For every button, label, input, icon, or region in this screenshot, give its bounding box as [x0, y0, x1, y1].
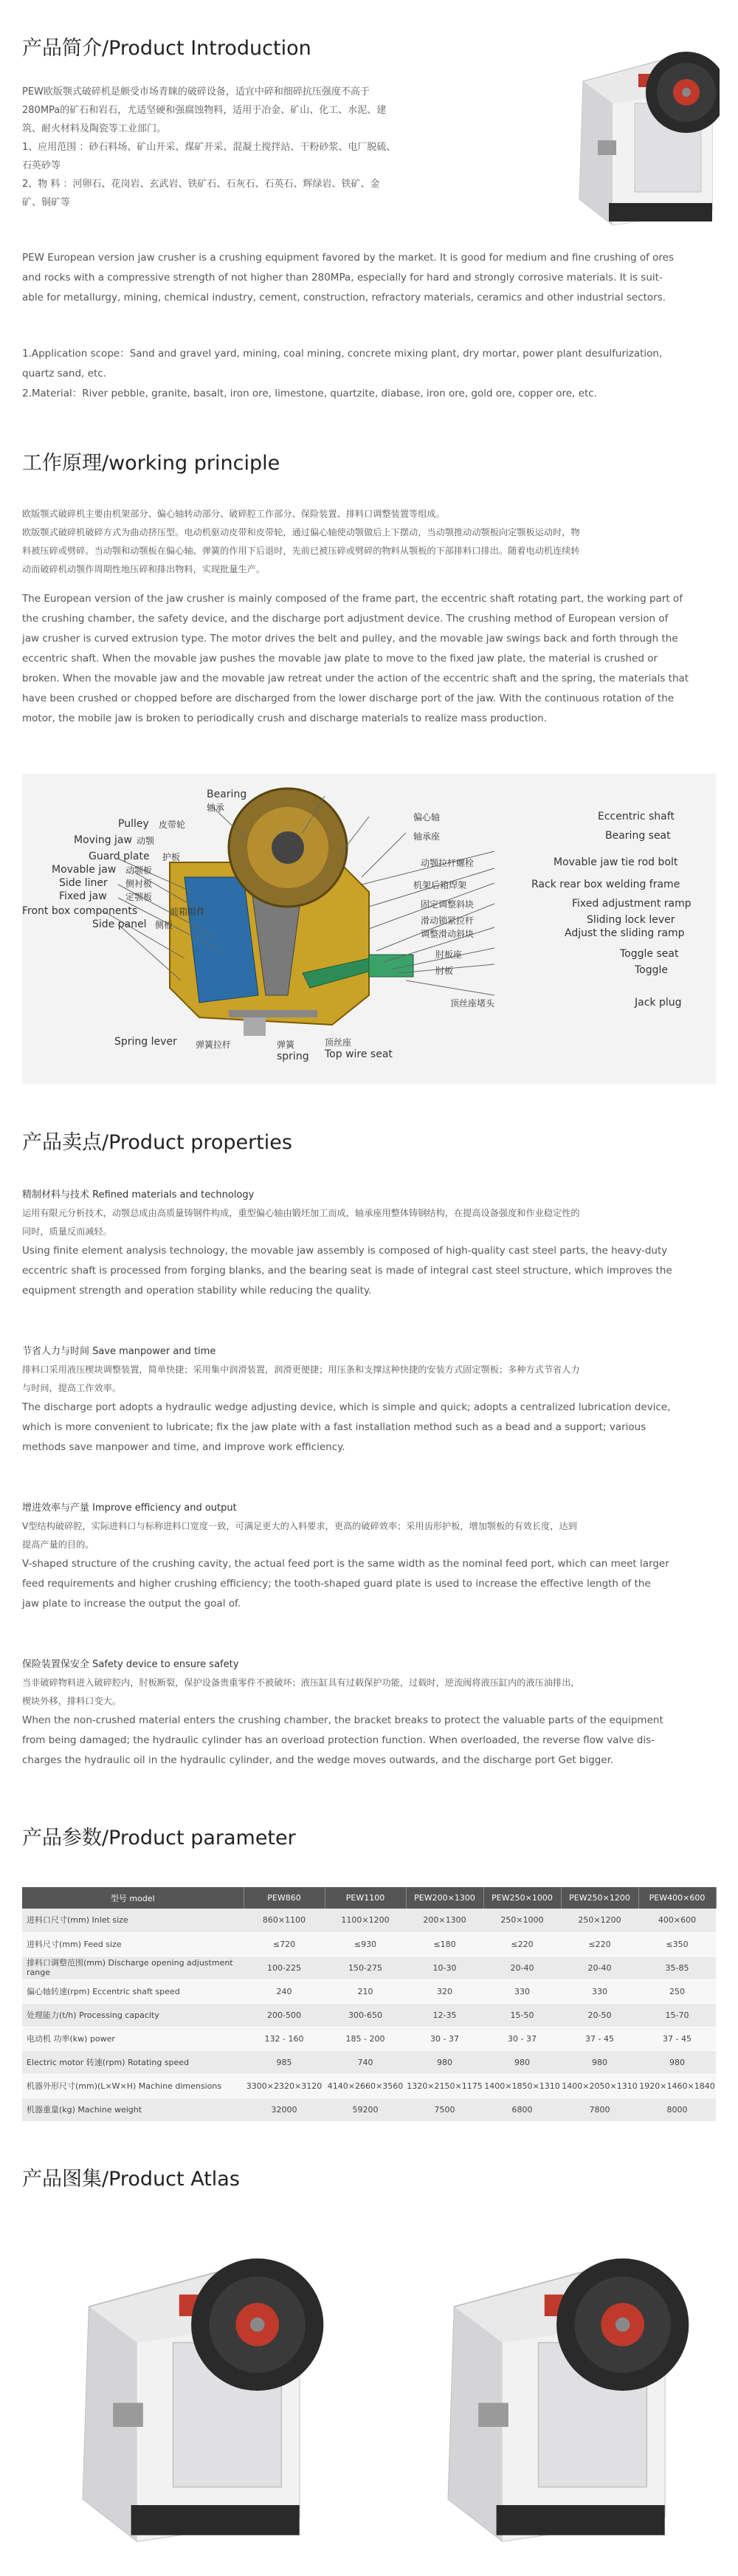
intro-cn-line: 石英砂等 [22, 160, 61, 171]
table-cell: 740 [325, 2050, 406, 2074]
table-cell: 985 [244, 2050, 325, 2074]
label-bearing-cn: 轴承 [207, 803, 225, 813]
table-row [22, 2050, 716, 2074]
table-cell: 250×1000 [483, 1909, 561, 1932]
intro-cn-line: 2、物 料 ：河卵石、花岗岩、玄武岩、铁矿石、石灰石、石英石、辉绿岩、铁矿、金 [22, 179, 380, 190]
label-rear-box-cn: 机架后箱焊架 [413, 880, 467, 890]
intro-cn-line: 矿、铜矿等 [22, 197, 71, 208]
property-item [22, 1342, 716, 1457]
label-movable-jaw-cn: 动颚板 [125, 865, 153, 876]
property-en-line: feed requirements and higher crushing efficiency; the tooth-shaped guard plate is used to increase the effective length of the [22, 1578, 651, 1590]
table-header-cell: PEW860 [244, 1887, 325, 1909]
property-heading: 保险装置保安全 Safety device to ensure safety [22, 1659, 239, 1670]
table-cell: 1400×2050×1310 [561, 2074, 638, 2098]
table-cell: 32000 [244, 2098, 325, 2121]
label-adjust-ramp-cn: 调整滑动斜块 [421, 929, 475, 939]
table-header-cell: PEW1100 [325, 1887, 406, 1909]
table-cell: 330 [483, 1979, 561, 2003]
intro-en-app-line: 1.Application scope：Sand and gravel yard, mining, coal mining, concrete mixing plant, dry mortar, power plant desulfurization, [22, 348, 663, 360]
table-cell: 250 [638, 1979, 716, 2003]
property-en-line: equipment strength and operation stability while reducing the quality. [22, 1285, 372, 1296]
properties-section [22, 1128, 716, 1158]
intro-en-line: PEW European version jaw crusher is a crushing equipment favored by the market. It is good for medium and fine crushing of ores [22, 252, 675, 264]
principle-en-line: have been crushed or chopped before are discharged from the lower discharge port of the jaw. With the continuous rotation of the [22, 693, 675, 704]
table-cell: 35-85 [638, 1956, 716, 1979]
label-sliding-lock: Sliding lock lever [587, 914, 675, 926]
label-toggle-cn: 肘板 [435, 966, 454, 976]
label-adjust-ramp: Adjust the sliding ramp [565, 927, 685, 939]
table-row-label: 进料口尺寸(mm) Inlet size [22, 1909, 244, 1932]
label-spring-lever-cn: 弹簧拉杆 [196, 1040, 232, 1050]
label-spring: spring [277, 1051, 309, 1062]
label-top-wire-seat: Top wire seat [325, 1048, 393, 1060]
principle-cn-line: 欧版颚式破碎机破碎方式为曲动挤压型。电动机驱动皮带和皮带轮，通过偏心轴使动颚做后上下摆动，当动颚推动动颚板向定颚板运动时，物 [22, 527, 580, 537]
label-pulley-cn: 皮带轮 [159, 820, 186, 830]
property-item [22, 1499, 716, 1614]
table-row [22, 2074, 716, 2098]
principle-cn-line: 欧版颚式破碎机主要由机架部分、偏心轴转动部分、破碎腔工作部分、保险装置、排料口调整装置等组成。 [22, 509, 445, 519]
label-spring-lever: Spring lever [114, 1036, 177, 1048]
property-cn-line: 同时，质量反而减轻。 [22, 1226, 112, 1237]
table-cell: 15-70 [638, 2003, 716, 2027]
label-front-box: Front box components [22, 905, 138, 917]
table-header-cell: PEW250×1000 [483, 1887, 561, 1909]
table-cell: 20-40 [561, 1956, 638, 1979]
table-row-label: 机器外形尺寸(mm)(L×W×H) Machine dimensions [22, 2074, 244, 2098]
table-row [22, 2027, 716, 2050]
table-row [22, 2003, 716, 2027]
table-row [22, 2098, 716, 2121]
table-row-label: 排料口调整范围(mm) Discharge opening adjustment range [22, 1956, 244, 1979]
property-en-line: The discharge port adopts a hydraulic wedge adjusting device, which is simple and quick; adopts a centralized lubrication device, [22, 1401, 671, 1413]
table-cell: 100-225 [244, 1956, 325, 1979]
table-cell: 1920×1460×1840 [638, 2074, 716, 2098]
intro-cn-block [22, 83, 509, 212]
label-side-panel-cn: 侧板 [155, 920, 173, 930]
table-cell: 980 [638, 2050, 716, 2074]
property-en-line: which is more convenient to lubricate; fix the jaw plate with a fast installation method such as a bead and a support; various [22, 1421, 646, 1433]
table-cell: ≤720 [244, 1932, 325, 1956]
label-eccentric-shaft: Eccentric shaft [598, 811, 675, 822]
table-cell: 7800 [561, 2098, 638, 2121]
table-row [22, 1909, 716, 1932]
parameter-section [22, 1824, 716, 1853]
label-moving-jaw-cn: 动颚 [137, 836, 155, 846]
property-item [22, 1655, 716, 1770]
table-cell: 30 - 37 [406, 2027, 483, 2050]
label-movable-jaw: Movable jaw [52, 864, 117, 876]
label-guard-plate: Guard plate [89, 851, 150, 862]
label-fixed-jaw: Fixed jaw [59, 890, 107, 902]
intro-en-block [22, 248, 716, 308]
intro-en-app-line: quartz sand, etc. [22, 368, 106, 379]
label-rear-box: Rack rear box welding frame [531, 879, 680, 890]
label-bearing-seat: Bearing seat [605, 830, 671, 842]
intro-cn-line: PEW欧版颚式破碎机是颇受市场青睐的破碎设备，适宜中碎和细碎抗压强度不高于 [22, 86, 370, 97]
intro-title: 产品简介/Product Introduction [22, 37, 311, 60]
property-heading: 精制材料与技术 Refined materials and technology [22, 1189, 255, 1201]
property-cn-line: 楔块外移，排料口变大。 [22, 1696, 122, 1706]
table-cell: 30 - 37 [483, 2027, 561, 2050]
table-cell: 240 [244, 1979, 325, 2003]
intro-en-line: and rocks with a compressive strength of not higher than 280MPa, especially for hard and strongly corrosive materials. It is suit- [22, 272, 663, 284]
table-cell: 320 [406, 1979, 483, 2003]
table-row-label: 进料尺寸(mm) Feed size [22, 1932, 244, 1956]
property-cn-line: 运用有限元分析技术，动颚总成由高质量铸钢件构成，重型偏心轴由锻坯加工而成，轴承座用整体铸钢结构，在提高设备强度和作业稳定性的 [22, 1208, 580, 1218]
table-header-row [22, 1887, 716, 1909]
table-row [22, 1956, 716, 1979]
property-en-line: Using finite element analysis technology, the movable jaw assembly is composed of high-quality cast steel parts, the heavy-duty [22, 1245, 668, 1257]
property-en-line: V-shaped structure of the crushing cavity, the actual feed port is the same width as the nominal feed port, which can meet larger [22, 1558, 669, 1570]
table-cell: 1320×2150×1175 [406, 2074, 483, 2098]
intro-en-app-block [22, 344, 716, 404]
property-cn-line: 排料口采用液压楔块调整装置，简单快捷；采用集中润滑装置，润滑更便捷；用压条和支撑这种快捷的安装方式固定颚板；多种方式节省人力 [22, 1364, 580, 1375]
table-cell: 200-500 [244, 2003, 325, 2027]
intro-cn-line: 1、应用范围 ：砂石料场、矿山开采、煤矿开采、混凝土搅拌站、干粉砂浆、电厂脱硫、 [22, 142, 396, 153]
table-cell: ≤930 [325, 1932, 406, 1956]
table-cell: 150-275 [325, 1956, 406, 1979]
label-sliding-lock-cn: 滑动锁紧拉杆 [421, 916, 475, 926]
label-guard-plate-cn: 护板 [162, 852, 181, 862]
table-row [22, 1932, 716, 1956]
table-cell: 400×600 [638, 1909, 716, 1932]
table-header-cell: PEW250×1200 [561, 1887, 638, 1909]
property-heading: 增进效率与产量 Improve efficiency and output [22, 1502, 237, 1514]
table-cell: 3300×2320×3120 [244, 2074, 325, 2098]
label-front-box-cn: 前箱组件 [170, 907, 206, 917]
property-cn-line: 提高产量的目的。 [22, 1539, 94, 1550]
principle-en-block [22, 589, 716, 729]
intro-en-app-line: 2.Material：River pebble, granite, basalt, iron ore, limestone, quartzite, diabase, iron ore, gold ore, copper ore, etc. [22, 388, 597, 399]
label-jack-plug-cn: 顶丝座堵头 [450, 998, 495, 1009]
table-cell: 980 [483, 2050, 561, 2074]
table-cell: 4140×2660×3560 [325, 2074, 406, 2098]
label-tie-rod: Movable jaw tie rod bolt [554, 856, 678, 868]
property-cn-line: 与时间，提高工作效率。 [22, 1383, 122, 1393]
principle-en-line: broken. When the movable jaw and the movable jaw retreat under the action of the eccentric shaft and the spring, the materials that [22, 673, 689, 684]
table-cell: ≤350 [638, 1932, 716, 1956]
property-en-line: eccentric shaft is processed from forging blanks, and the bearing seat is made of integral cast steel structure, which improves the [22, 1265, 672, 1277]
intro-en-line: able for metallurgy, mining, chemical industry, cement, construction, refractory materials, ceramics and other industrial sectors. [22, 292, 666, 303]
table-cell: 37 - 45 [561, 2027, 638, 2050]
property-cn-line: 当非破碎物料进入破碎腔内，肘板断裂，保护设备贵重零件不被破坏；液压缸具有过载保护功能，过载时，逆流阀将液压缸内的液压油排出， [22, 1677, 580, 1688]
label-jack-plug: Jack plug [635, 997, 682, 1009]
table-cell: 7500 [406, 2098, 483, 2121]
table-cell: 185 - 200 [325, 2027, 406, 2050]
label-moving-jaw: Moving jaw [74, 834, 132, 846]
table-header-cell: 型号 model [22, 1887, 244, 1909]
label-tie-rod-cn: 动颚拉杆螺栓 [421, 858, 475, 868]
label-bearing-seat-cn: 轴承座 [413, 831, 441, 842]
label-pulley: Pulley [118, 818, 149, 830]
label-fixed-ramp-cn: 固定调整斜块 [421, 899, 475, 910]
table-cell: 200×1300 [406, 1909, 483, 1932]
label-toggle: Toggle [635, 964, 669, 976]
principle-en-line: the crushing chamber, the safety device, and the discharge port adjustment device. The crushing method of European version of [22, 613, 669, 625]
table-cell: 20-40 [483, 1956, 561, 1979]
intro-cn-line: 筑、耐火材料及陶瓷等工业部门。 [22, 123, 167, 134]
atlas-section [22, 2165, 716, 2194]
parameter-title: 产品参数/Product parameter [22, 1827, 296, 1849]
table-cell: 12-35 [406, 2003, 483, 2027]
label-bearing: Bearing [207, 789, 247, 800]
table-cell: 860×1100 [244, 1909, 325, 1932]
principle-en-line: motor, the mobile jaw is broken to periodically crush and discharge materials to realize mass production. [22, 712, 547, 724]
label-top-wire-seat-cn: 顶丝座 [325, 1037, 352, 1048]
table-header-cell: PEW200×1300 [406, 1887, 483, 1909]
table-cell: 10-30 [406, 1956, 483, 1979]
table-cell: 1100×1200 [325, 1909, 406, 1932]
table-cell: 59200 [325, 2098, 406, 2121]
table-row-label: 机器重量(kg) Machine weight [22, 2098, 244, 2121]
structure-diagram [22, 774, 716, 1084]
principle-en-line: jaw crusher is curved extrusion type. The motor drives the belt and pulley, and the movable jaw swings back and forth through the [22, 633, 678, 645]
table-cell: ≤220 [561, 1932, 638, 1956]
table-cell: ≤220 [483, 1932, 561, 1956]
principle-cn-line: 动而破碎机动颚作周期性地压碎和排出物料，实现批量生产。 [22, 564, 266, 574]
principle-title: 工作原理/working principle [22, 452, 280, 475]
table-header-cell: PEW400×600 [638, 1887, 716, 1909]
principle-cn-line: 料被压碎或劈碎。当动颚和动颚板在偏心轴、弹簧的作用下后退时，先前已被压碎或劈碎的物料从颚板的下部排料口排出。随着电动机连续转 [22, 546, 580, 556]
table-cell: 15-50 [483, 2003, 561, 2027]
properties-title: 产品卖点/Product properties [22, 1131, 292, 1154]
principle-en-line: eccentric shaft. When the movable jaw pushes the movable jaw plate to move to the fixed jaw plate, the material is crushed or [22, 653, 658, 664]
intro-cn-line: 280MPa的矿石和岩石，尤适坚硬和强腐蚀物料，适用于冶金、矿山、化工、水泥、建 [22, 105, 387, 116]
table-cell: 300-650 [325, 2003, 406, 2027]
table-cell: 20-50 [561, 2003, 638, 2027]
table-cell: 1400×1850×1310 [483, 2074, 561, 2098]
table-cell: 210 [325, 1979, 406, 2003]
label-toggle-seat-cn: 肘板座 [435, 949, 463, 960]
label-spring-cn: 弹簧 [277, 1040, 295, 1050]
table-row-label: Electric motor 转速(rpm) Rotating speed [22, 2050, 244, 2074]
property-en-line: methods save manpower and time, and improve work efficiency. [22, 1441, 345, 1453]
label-fixed-ramp: Fixed adjustment ramp [572, 898, 692, 910]
table-cell: ≤180 [406, 1932, 483, 1956]
table-row-label: 偏心轴转速(rpm) Eccentric shaft speed [22, 1979, 244, 2003]
label-fixed-jaw-cn: 定颚板 [125, 892, 153, 902]
label-side-liner-cn: 侧衬板 [125, 879, 153, 889]
principle-section [22, 449, 716, 478]
table-cell: 980 [406, 2050, 483, 2074]
table-cell: 8000 [638, 2098, 716, 2121]
table-cell: 6800 [483, 2098, 561, 2121]
property-cn-line: V型结构破碎腔，实际进料口与标称进料口宽度一致，可满足更大的入料要求，更高的破碎效率；采用齿形护板，增加颚板的有效长度，达到 [22, 1521, 577, 1531]
table-cell: 37 - 45 [638, 2027, 716, 2050]
table-row [22, 1979, 716, 2003]
table-row-label: 处理能力(t/h) Processing capacity [22, 2003, 244, 2027]
intro-machine-image [568, 30, 720, 229]
property-en-line: from being damaged; the hydraulic cylinder has an overload protection function. When overloaded, the reverse flow valve dis- [22, 1734, 655, 1746]
property-en-line: jaw plate to increase the output the goal of. [22, 1598, 241, 1610]
table-cell: 132 - 160 [244, 2027, 325, 2050]
label-side-panel: Side panel [92, 918, 147, 930]
label-side-liner: Side liner [59, 877, 108, 889]
principle-en-line: The European version of the jaw crusher is mainly composed of the frame part, the eccentric shaft rotating part, the working part of [22, 593, 683, 605]
atlas-title: 产品图集/Product Atlas [22, 2168, 240, 2191]
property-heading: 节省人力与时间 Save manpower and time [22, 1346, 216, 1357]
table-cell: 250×1200 [561, 1909, 638, 1932]
property-en-line: When the non-crushed material enters the crushing chamber, the bracket breaks to protect the valuable parts of the equipment [22, 1714, 663, 1726]
parameter-table [22, 1887, 717, 2122]
table-cell: 330 [561, 1979, 638, 2003]
table-row-label: 电动机 功率(kw) power [22, 2027, 244, 2050]
label-eccentric-shaft-cn: 偏心轴 [413, 812, 441, 822]
property-item [22, 1186, 716, 1301]
principle-cn-block [22, 505, 716, 579]
property-en-line: charges the hydraulic oil in the hydraulic cylinder, and the wedge moves outwards, and the discharge port Get bigger. [22, 1754, 614, 1766]
atlas-machine-image-1 [33, 2222, 343, 2547]
table-cell: 980 [561, 2050, 638, 2074]
label-toggle-seat: Toggle seat [620, 948, 679, 960]
atlas-machine-image-2 [399, 2222, 708, 2547]
